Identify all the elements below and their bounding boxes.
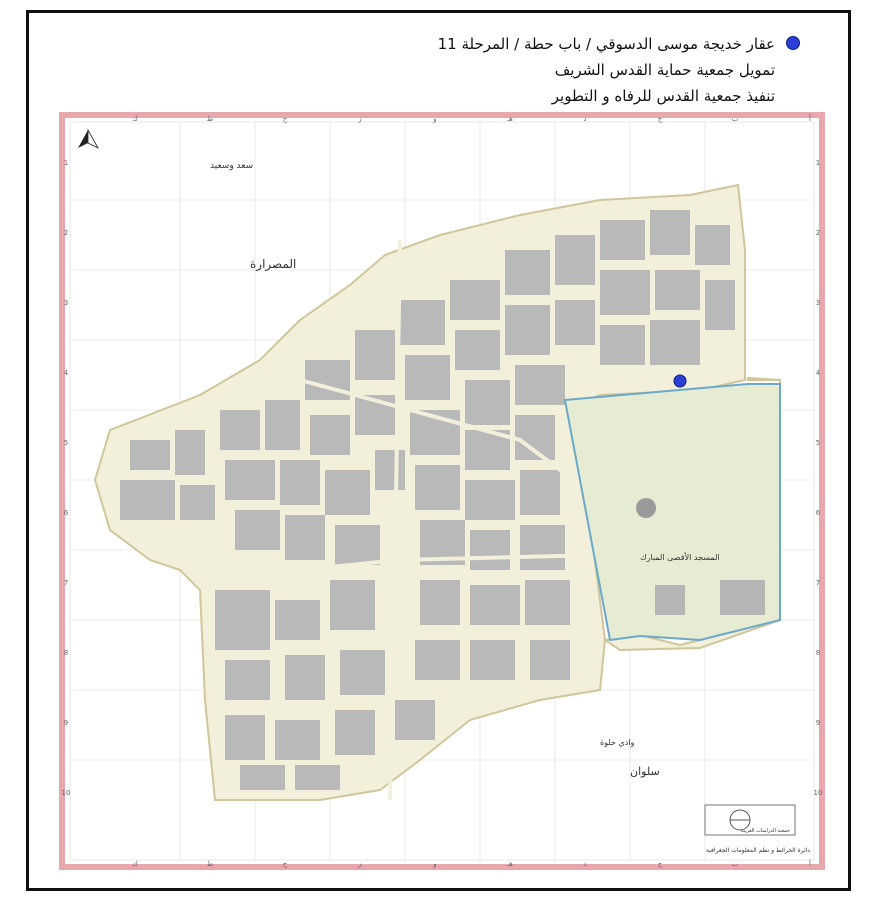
title-line-3: تنفيذ جمعية القدس للرفاه و التطوير (551, 87, 775, 105)
logo-text: جمعية الدراسات العربية (740, 828, 790, 834)
grid-row-tick: 4 (815, 369, 821, 377)
label-silwan: سلوان (630, 765, 660, 778)
footer-credit: دائرة الخرائط و نظم المعلومات الجغرافية (706, 847, 810, 854)
label-saad-said: سعد وسعيد (210, 161, 254, 171)
dome-of-rock-icon (636, 498, 656, 518)
grid-col-tick: ط (206, 860, 214, 868)
grid-col-tick: ح (282, 115, 288, 123)
grid-col-tick: ج (657, 115, 663, 123)
title-line-1: عقار خديجة موسى الدسوقي / باب حطة / المرحلة 11 (437, 35, 775, 53)
grid-row-tick: 9 (815, 719, 821, 727)
grid-col-tick: هـ (507, 115, 513, 123)
grid-row-tick: 4 (63, 369, 69, 377)
grid-row-tick: 2 (63, 229, 69, 237)
grid-col-tick: ح (282, 860, 288, 868)
grid-col-tick: أ (809, 115, 811, 123)
grid-col-tick: ز (358, 860, 362, 868)
grid-row-tick: 2 (815, 229, 821, 237)
grid-col-tick: ز (358, 115, 362, 123)
grid-col-tick: د (583, 115, 587, 123)
grid-row-tick: 3 (63, 299, 69, 307)
grid-row-tick: 10 (813, 789, 823, 797)
label-musrara: المصرارة (250, 257, 297, 271)
grid-row-tick: 9 (63, 719, 69, 727)
label-aqsa: المسجد الأقصى المبارك (640, 553, 720, 562)
grid-col-tick: هـ (507, 860, 513, 868)
grid-row-tick: 3 (815, 299, 821, 307)
grid-col-tick: ط (206, 115, 214, 123)
grid-row-tick: 1 (815, 159, 821, 167)
title-line-2: تمويل جمعية حماية القدس الشريف (554, 61, 775, 79)
grid-col-tick: ك (132, 115, 138, 123)
grid-col-tick: ك (132, 860, 138, 868)
grid-row-tick: 8 (815, 649, 821, 657)
grid-col-tick: ج (657, 860, 663, 868)
grid-col-tick: ب (731, 860, 739, 868)
grid-col-tick: د (583, 860, 587, 868)
grid-row-tick: 6 (815, 509, 821, 517)
grid-row-tick: 7 (815, 579, 821, 587)
label-wadi: وادي حلوة (600, 738, 635, 747)
grid-col-tick: و (433, 115, 437, 123)
grid-row-tick: 1 (63, 159, 69, 167)
grid-col-tick: و (433, 860, 437, 868)
grid-col-tick: أ (809, 860, 811, 868)
grid-row-tick: 8 (63, 649, 69, 657)
grid-row-tick: 5 (63, 439, 69, 447)
grid-row-tick: 10 (61, 789, 71, 797)
property-marker-icon[interactable] (674, 375, 686, 387)
grid-row-tick: 7 (63, 579, 69, 587)
grid-row-tick: 6 (63, 509, 69, 517)
grid-row-tick: 5 (815, 439, 821, 447)
grid-col-tick: ب (731, 115, 739, 123)
